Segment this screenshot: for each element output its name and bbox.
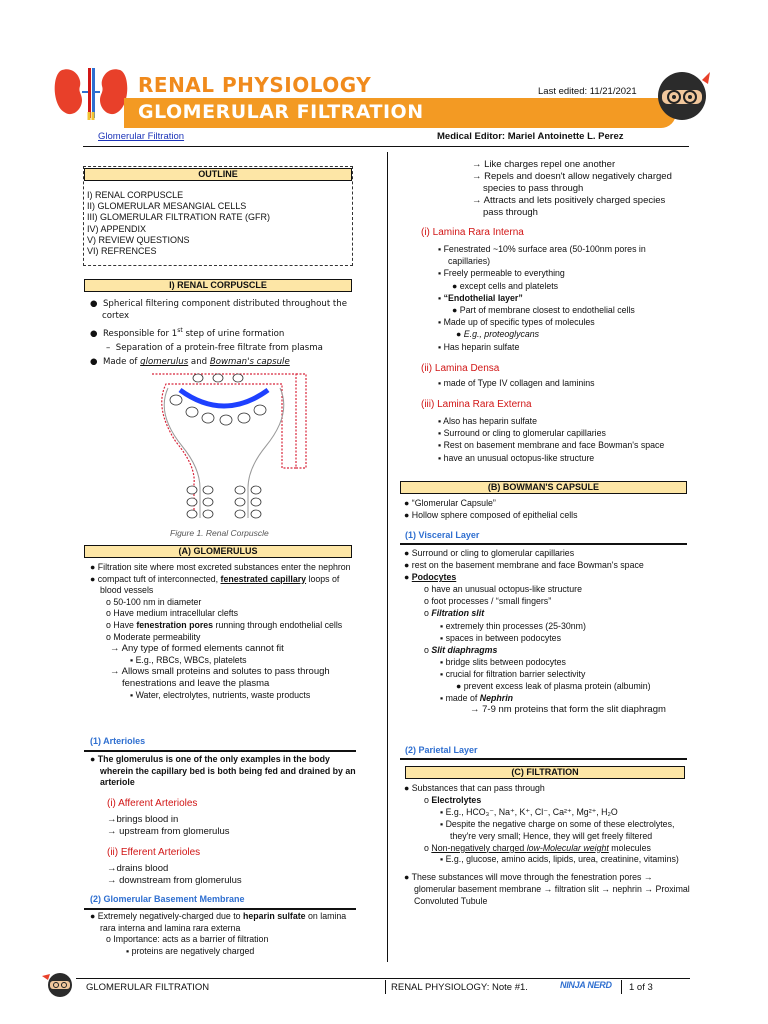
gbm-content: ● Extremely negatively-charged due to heparin sulfate on lamina rara interna and lamina rara externa o Importance: acts as a barrier of filtration ▪ proteins are negatively charged [90, 911, 347, 956]
ninja-mascot-icon [654, 66, 710, 122]
charge-notes: → Like charges repel one another → Repels and doesn't allow negatively charged species to pass through → Attracts and lets positively charged species pass through [472, 159, 672, 218]
glomerulus-content: ● Filtration site where most excreted substances enter the nephron ● compact tuft of interconnected, fenestrated capillary loops of blood vessels o 50-100 nm in diameter o Have medium intracellular clefts o Have fenestration pores running through endothelial cells o Moderate permeability → Any type of formed elements cannot fit ▪ E.g., RBCs, WBCs, platelets → Allows small proteins and solutes to pass through fenestrations and leave the plasma ▪ Water, electrolytes, nutrients, waste products [90, 562, 351, 700]
footer-divider-2 [621, 980, 622, 994]
header-rule [83, 146, 689, 147]
ninja-footer-icon [40, 970, 74, 998]
header-title-top: RENAL PHYSIOLOGY [138, 73, 372, 97]
outline-item[interactable]: I) RENAL CORPUSCLE [87, 190, 184, 200]
glomerulus-heading: (A) GLOMERULUS [84, 545, 352, 558]
renal-corpuscle-figure [146, 368, 326, 520]
ld-heading: (ii) Lamina Densa [421, 363, 500, 374]
footer-divider [385, 980, 386, 994]
column-divider [387, 152, 388, 962]
last-edited: Last edited: 11/21/2021 [538, 86, 637, 97]
renal-corpuscle-bullets: ● Spherical filtering component distributed throughout the cortex ● Responsible for 1st step of urine formation – Separation of a protein-free filtrate from plasma ● Made of glomerulus and Bowman's capsule [90, 299, 348, 368]
figure-caption: Figure 1. Renal Corpuscle [170, 528, 269, 538]
outline-heading: OUTLINE [84, 168, 352, 181]
page-number: 1 of 3 [629, 982, 653, 993]
lri-heading: (i) Lamina Rara Interna [421, 227, 524, 238]
topic-link[interactable]: Glomerular Filtration [98, 131, 185, 142]
filtration-heading: (C) FILTRATION [405, 766, 685, 779]
footer-rule [76, 978, 690, 979]
outline-item[interactable]: II) GLOMERULAR MESANGIAL CELLS [87, 201, 247, 212]
outline-item[interactable]: III) GLOMERULAR FILTRATION RATE (GFR) [87, 212, 271, 223]
lre-list: ▪ Also has heparin sulfate ▪ Surround or cling to glomerular capillaries ▪ Rest on basement membrane and face Bowman's space ▪ have an unusual octopus-like structure [438, 416, 665, 463]
outline-item[interactable]: V) REVIEW QUESTIONS [87, 234, 190, 245]
arterioles-rule [84, 750, 356, 752]
header-title-main: GLOMERULAR FILTRATION [138, 101, 424, 123]
bullet-text: Spherical filtering component distributed throughout the cortex [102, 299, 348, 322]
parietal-rule [400, 758, 687, 760]
visceral-heading: (1) Visceral Layer [405, 530, 480, 540]
bowman-list: ● “Glomerular Capsule” ● Hollow sphere composed of epithelial cells [404, 498, 578, 520]
kidney-logo-icon [52, 64, 130, 120]
visceral-content: ● Surround or cling to glomerular capillaries ● rest on the basement membrane and face Bowman's space ● Podocytes o have an unusual octopus-like structure o foot processes / “small fingers” o Filtration slit ▪ extremely thin processes (25-30nm) ▪ spaces in between podocytes o Slit diaphragms ▪ bridge slits between podocytes ▪ crucial for filtration barrier selectivity ● prevent excess leak of plasma protein (albumin) ▪ made of Nephrin → 7-9 nm proteins that form the slit diaphragm [404, 548, 666, 716]
afferent-heading: (i) Afferent Arterioles [107, 798, 198, 809]
medical-editor: Medical Editor: Mariel Antoinette L. Perez [437, 131, 624, 142]
outline-item[interactable]: VI) REFRENCES [87, 246, 157, 257]
bowman-heading: (B) BOWMAN'S CAPSULE [400, 481, 687, 494]
footer-left: GLOMERULAR FILTRATION [86, 982, 210, 993]
visceral-rule [400, 543, 687, 545]
gbm-heading: (2) Glomerular Basement Membrane [90, 894, 245, 904]
footer-logo: NINJA NERD [560, 980, 612, 990]
outline-item[interactable]: IV) APPENDIX [87, 223, 147, 234]
lri-list: ▪ Fenestrated ~10% surface area (50-100nm pores in capillaries) ▪ Freely permeable to everything ● except cells and platelets ▪ “Endothelial layer” ● Part of membrane closest to endothelial cells ▪ Made up of specific types of molecules ● E.g., proteoglycans ▪ Has heparin sulfate [438, 244, 646, 352]
renal-corpuscle-heading: I) RENAL CORPUSCLE [84, 279, 352, 292]
efferent-list: →drains blood → downstream from glomerulus [107, 863, 242, 886]
arterioles-content: ● The glomerulus is one of the only examples in the body wherein the capillary bed is both being fed and drained by an arteriole [90, 754, 356, 788]
outline-list [87, 190, 270, 257]
ld-item: ▪ made of Type IV collagen and laminins [438, 378, 595, 388]
arterioles-heading: (1) Arterioles [90, 736, 146, 746]
afferent-list: →brings blood in → upstream from glomerulus [107, 814, 230, 837]
gbm-rule [84, 908, 356, 910]
parietal-heading: (2) Parietal Layer [405, 745, 478, 755]
efferent-heading: (ii) Efferent Arterioles [107, 847, 201, 858]
footer-mid: RENAL PHYSIOLOGY: Note #1. [391, 982, 528, 993]
lre-heading: (iii) Lamina Rara Externa [421, 399, 532, 410]
filtration-content: ● Substances that can pass through o Electrolytes ▪ E.g., HCO₃⁻, Na⁺, K⁺, Cl⁻, Ca²⁺, Mg²⁺, H₂O ▪ Despite the negative charge on some of these electrolytes, they're very small; Hence, they will get freely filtered o Non-negatively charged low-Molecular weight molecules ▪ E.g., glucose, amino acids, lipids, urea, creatinine, vitamins) ● These substances will move through the fenestration pores → glomerular basement membrane → filtration slit → nephrin → Proximal Convoluted Tubule [404, 783, 690, 907]
